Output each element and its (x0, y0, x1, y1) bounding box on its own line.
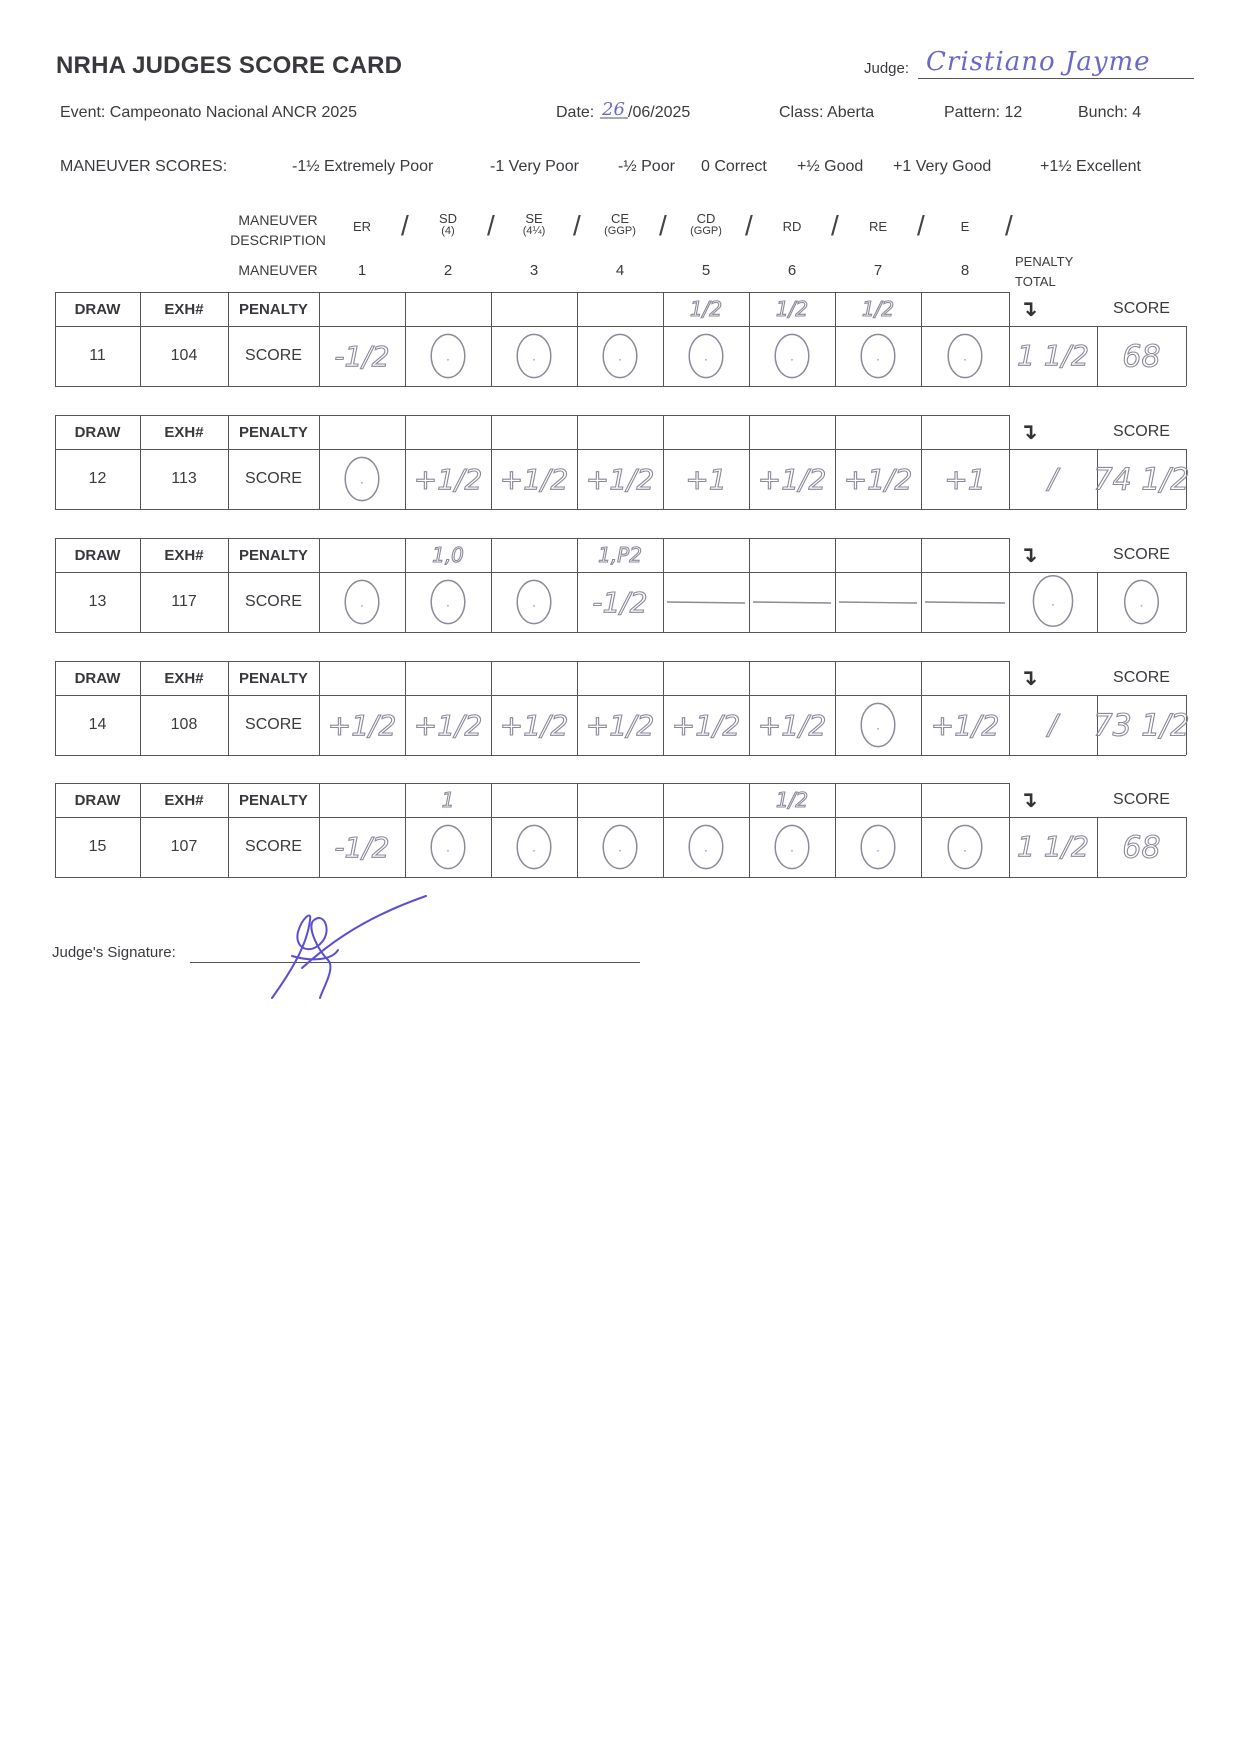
penalty-total-value (1009, 689, 1097, 759)
svg-text:+1: +1 (685, 462, 727, 496)
scale-very-poor: -1 Very Poor (490, 158, 579, 175)
penalty-arrow-icon: ↴ (1019, 787, 1038, 812)
maneuver-description-8: E (960, 219, 970, 234)
maneuver-score-2 (405, 326, 491, 386)
svg-text:+1/2: +1/2 (585, 462, 655, 496)
final-score-value (1093, 695, 1190, 755)
svg-text:-1/2: -1/2 (592, 585, 648, 619)
scale-good: +½ Good (797, 158, 864, 175)
penalty-header: PENALTY (239, 791, 308, 809)
final-score-value (1093, 449, 1190, 509)
grid-line (1186, 572, 1187, 632)
penalty-header: PENALTY (239, 300, 308, 318)
maneuver-number-label: MANEUVER (238, 262, 318, 278)
svg-text:1: 1 (441, 788, 455, 812)
maneuver-score-7 (835, 326, 921, 386)
date-label: Date: (556, 104, 595, 121)
maneuver-score-2 (405, 572, 491, 632)
maneuver-score-7 (835, 572, 921, 632)
date-rest: /06/2025 (628, 104, 691, 121)
svg-text:-1/2: -1/2 (334, 830, 390, 864)
penalty-total-value (1009, 566, 1097, 636)
maneuver-score-3 (491, 817, 577, 877)
penalty-mark-2 (405, 538, 491, 572)
penalty-mark-6 (749, 292, 835, 326)
penalty-mark-4 (577, 538, 663, 572)
exhibitor-number: 107 (170, 838, 198, 855)
maneuver-score-6 (749, 449, 835, 509)
svg-text:0: 0 (361, 606, 363, 607)
scale-correct: 0 Correct (701, 158, 767, 175)
scale-very-good: +1 Very Good (893, 158, 992, 175)
svg-text:0: 0 (964, 851, 966, 852)
svg-text:0: 0 (361, 483, 363, 484)
description-separator: / (487, 210, 495, 241)
maneuver-score-6 (749, 326, 835, 386)
maneuver-score-6 (749, 572, 835, 632)
class-info: Class: Aberta (779, 104, 875, 121)
exhibitor-number: 117 (171, 593, 197, 610)
judge-name: Cristiano Jayme (926, 47, 1151, 77)
card-title: NRHA JUDGES SCORE CARD (56, 52, 403, 79)
svg-text:1,P2: 1,P2 (598, 543, 642, 567)
svg-text:0: 0 (619, 360, 621, 361)
draw-number: 13 (88, 593, 107, 610)
penalty-mark-7 (835, 292, 921, 326)
penalty-arrow-icon: ↴ (1019, 665, 1038, 690)
maneuver-score-8 (921, 695, 1009, 755)
maneuver-score-4 (577, 817, 663, 877)
maneuver-description-2: SD (4) (438, 211, 458, 237)
score-header: SCORE (1113, 546, 1170, 563)
svg-text:0: 0 (877, 729, 879, 730)
svg-text:+1: +1 (944, 462, 986, 496)
penalty-arrow-icon: ↴ (1019, 419, 1038, 444)
maneuver-score-2 (405, 817, 491, 877)
maneuver-score-3 (491, 449, 577, 509)
exh-header: EXH# (164, 546, 204, 564)
signature-label: Judge's Signature: (52, 944, 176, 961)
grid-line (1186, 326, 1187, 386)
score-header: SCORE (1113, 791, 1170, 808)
entry-block (0, 783, 1240, 879)
svg-text:68: 68 (1122, 339, 1161, 375)
svg-text:+1/2: +1/2 (757, 708, 827, 742)
svg-text:+1/2: +1/2 (585, 708, 655, 742)
svg-text:0: 0 (877, 851, 879, 852)
penalty-mark-2 (405, 783, 491, 817)
maneuver-number-3: 3 (529, 262, 539, 279)
date-day: 26 (602, 99, 625, 120)
maneuver-score-5 (663, 572, 749, 632)
judge-label: Judge: (864, 60, 910, 77)
draw-number: 11 (89, 347, 106, 364)
scale-extremely-poor: -1½ Extremely Poor (292, 158, 434, 175)
draw-header: DRAW (74, 669, 121, 687)
svg-text:+1/2: +1/2 (671, 708, 741, 742)
svg-text:1/2: 1/2 (775, 788, 809, 812)
maneuver-description-label: MANEUVER DESCRIPTION (230, 212, 326, 248)
svg-text:1/2: 1/2 (861, 297, 895, 321)
maneuver-score-1 (319, 326, 405, 386)
exh-header: EXH# (164, 791, 204, 809)
svg-text:+1/2: +1/2 (413, 708, 483, 742)
scale-excellent: +1½ Excellent (1040, 158, 1141, 175)
svg-text:0: 0 (447, 851, 449, 852)
score-row-label: SCORE (245, 716, 302, 733)
svg-text:+1/2: +1/2 (843, 462, 913, 496)
scale-poor: -½ Poor (618, 158, 675, 175)
pattern-info: Pattern: 12 (944, 104, 1023, 121)
description-separator: / (659, 210, 667, 241)
score-header: SCORE (1113, 669, 1170, 686)
entry-block (0, 415, 1240, 511)
svg-text:0: 0 (877, 360, 879, 361)
maneuver-description-4: CE (GGP) (604, 211, 636, 237)
maneuver-number-8: 8 (960, 262, 970, 279)
maneuver-number-5: 5 (701, 262, 711, 279)
maneuver-score-7 (835, 695, 921, 755)
svg-text:+1/2: +1/2 (499, 708, 569, 742)
judge-signature (262, 890, 442, 1010)
score-row-label: SCORE (245, 347, 302, 364)
svg-text:0: 0 (791, 360, 793, 361)
bunch-info: Bunch: 4 (1078, 104, 1142, 121)
maneuver-score-4 (577, 572, 663, 632)
judge-name-handwriting (924, 42, 1194, 80)
svg-text:/: / (1048, 707, 1058, 741)
event-name: Event: Campeonato Nacional ANCR 2025 (60, 104, 358, 121)
maneuver-score-2 (405, 449, 491, 509)
score-row-label: SCORE (245, 838, 302, 855)
exh-header: EXH# (164, 300, 204, 318)
svg-text:0: 0 (1052, 605, 1054, 606)
svg-text:1/2: 1/2 (775, 297, 809, 321)
maneuver-description-7: RE (868, 219, 888, 234)
maneuver-number-6: 6 (787, 262, 797, 279)
description-separator: / (401, 210, 409, 241)
exhibitor-number: 108 (170, 716, 198, 733)
description-separator: / (573, 210, 581, 241)
maneuver-score-5 (663, 449, 749, 509)
maneuver-score-4 (577, 326, 663, 386)
entry-block (0, 538, 1240, 634)
penalty-total-header: PENALTY TOTAL (1015, 254, 1074, 289)
date-day-handwriting (600, 98, 630, 120)
svg-text:1 1/2: 1 1/2 (1017, 829, 1089, 863)
final-score-value (1097, 326, 1186, 386)
maneuver-score-1 (319, 695, 405, 755)
svg-text:1,0: 1,0 (432, 543, 464, 567)
maneuver-score-5 (663, 695, 749, 755)
draw-header: DRAW (74, 300, 121, 318)
svg-text:0: 0 (791, 851, 793, 852)
svg-text:+1/2: +1/2 (413, 462, 483, 496)
svg-text:/: / (1048, 461, 1058, 495)
svg-text:1/2: 1/2 (689, 297, 723, 321)
svg-text:0: 0 (447, 606, 449, 607)
penalty-arrow-icon: ↴ (1019, 542, 1038, 567)
maneuver-description-1: ER (352, 219, 372, 234)
maneuver-score-2 (405, 695, 491, 755)
penalty-header: PENALTY (239, 423, 308, 441)
draw-header: DRAW (74, 791, 121, 809)
draw-header: DRAW (74, 546, 121, 564)
maneuver-score-1 (319, 572, 405, 632)
exhibitor-number: 113 (171, 470, 197, 487)
exhibitor-number: 104 (170, 347, 198, 364)
score-header: SCORE (1113, 423, 1170, 440)
penalty-mark-6 (749, 783, 835, 817)
entry-block (0, 292, 1240, 388)
svg-text:0: 0 (705, 851, 707, 852)
maneuver-score-6 (749, 695, 835, 755)
description-separator: / (745, 210, 753, 241)
penalty-header: PENALTY (239, 546, 308, 564)
maneuver-score-8 (921, 326, 1009, 386)
final-score-value (1097, 572, 1186, 632)
maneuver-score-1 (319, 449, 405, 509)
exh-header: EXH# (164, 669, 204, 687)
maneuver-score-3 (491, 572, 577, 632)
draw-number: 14 (88, 716, 107, 733)
svg-text:0: 0 (447, 360, 449, 361)
exh-header: EXH# (164, 423, 204, 441)
description-separator: / (831, 210, 839, 241)
final-score-value (1097, 817, 1186, 877)
svg-text:73 1/2: 73 1/2 (1093, 708, 1190, 744)
maneuver-number-2: 2 (443, 262, 453, 279)
penalty-total-value (1009, 443, 1097, 513)
maneuver-score-3 (491, 326, 577, 386)
svg-text:+1/2: +1/2 (930, 708, 1000, 742)
svg-text:1 1/2: 1 1/2 (1017, 338, 1089, 372)
maneuver-score-4 (577, 449, 663, 509)
score-row-label: SCORE (245, 470, 302, 487)
score-row-label: SCORE (245, 593, 302, 610)
maneuver-description-6: RD (782, 219, 802, 234)
svg-text:0: 0 (533, 606, 535, 607)
entry-block (0, 661, 1240, 757)
description-separator: / (1005, 210, 1013, 241)
draw-number: 15 (88, 838, 107, 855)
maneuver-score-3 (491, 695, 577, 755)
maneuver-score-7 (835, 449, 921, 509)
maneuver-score-8 (921, 572, 1009, 632)
maneuver-score-6 (749, 817, 835, 877)
score-header: SCORE (1113, 300, 1170, 317)
maneuver-score-5 (663, 817, 749, 877)
description-separator: / (917, 210, 925, 241)
draw-number: 12 (88, 470, 107, 487)
penalty-total-value (1009, 811, 1097, 881)
svg-text:+1/2: +1/2 (327, 708, 397, 742)
maneuver-number-4: 4 (615, 262, 625, 279)
svg-text:0: 0 (964, 360, 966, 361)
svg-text:0: 0 (533, 851, 535, 852)
maneuver-score-8 (921, 817, 1009, 877)
maneuver-scores-label: MANEUVER SCORES: (60, 158, 228, 175)
svg-text:-1/2: -1/2 (334, 339, 390, 373)
penalty-arrow-icon: ↴ (1019, 296, 1038, 321)
penalty-header: PENALTY (239, 669, 308, 687)
penalty-total-value (1009, 320, 1097, 390)
svg-text:74 1/2: 74 1/2 (1093, 462, 1190, 498)
svg-text:68: 68 (1122, 830, 1161, 866)
maneuver-description-3: SE (4¼) (522, 211, 546, 237)
svg-text:0: 0 (533, 360, 535, 361)
maneuver-number-7: 7 (873, 262, 883, 279)
svg-text:0: 0 (705, 360, 707, 361)
svg-text:0: 0 (1141, 606, 1142, 607)
draw-header: DRAW (74, 423, 121, 441)
maneuver-number-1: 1 (357, 262, 367, 279)
penalty-mark-5 (663, 292, 749, 326)
maneuver-score-5 (663, 326, 749, 386)
grid-line (1186, 817, 1187, 877)
maneuver-score-7 (835, 817, 921, 877)
maneuver-score-8 (921, 449, 1009, 509)
maneuver-score-4 (577, 695, 663, 755)
maneuver-description-5: CD (GGP) (690, 211, 722, 237)
svg-text:+1/2: +1/2 (757, 462, 827, 496)
svg-text:0: 0 (619, 851, 621, 852)
svg-text:+1/2: +1/2 (499, 462, 569, 496)
maneuver-score-1 (319, 817, 405, 877)
